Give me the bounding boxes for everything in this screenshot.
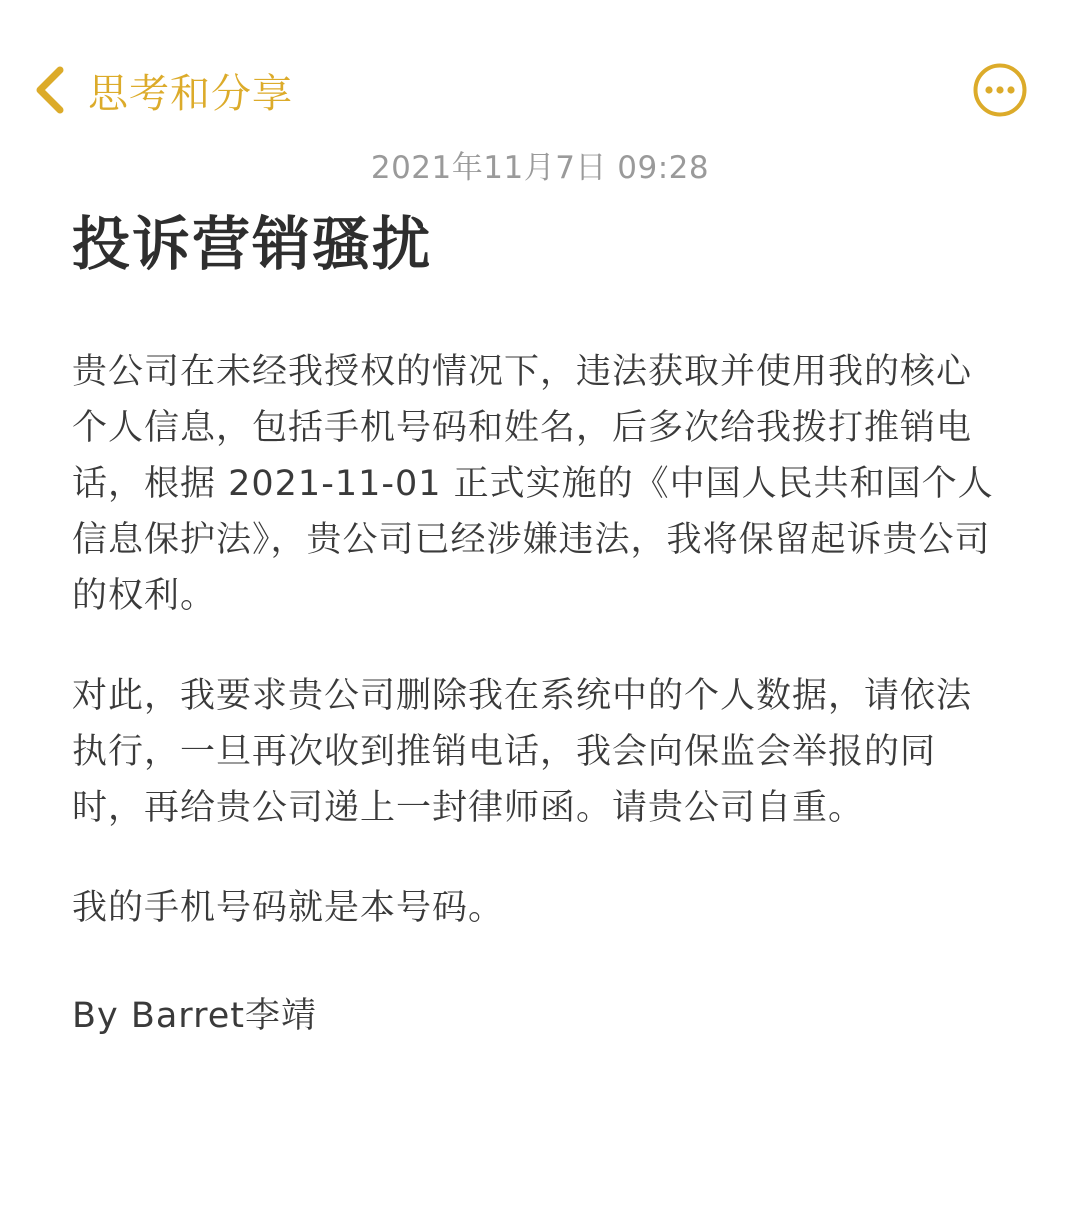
chevron-left-icon <box>30 62 74 118</box>
more-options-button[interactable] <box>972 62 1028 118</box>
note-title[interactable]: 投诉营销骚扰 <box>72 210 433 278</box>
back-button[interactable] <box>30 58 293 122</box>
navigation-bar <box>0 50 1080 130</box>
note-signature: By Barret李靖 <box>72 996 317 1036</box>
back-label: 思考和分享 <box>88 70 293 117</box>
note-timestamp: 2021年11月7日 09:28 <box>370 150 710 186</box>
note-paragraph: 贵公司在未经我授权的情况下，违法获取并使用我的核心个人信息，包括手机号码和姓名，后多次给我拨打推销电话，根据 2021-11-01 正式实施的《中国人民共和国个人信息保护法》，贵公司已经涉嫌违法，我将保留起诉贵公司的权利。 <box>72 352 994 616</box>
note-body[interactable] <box>72 344 1002 1044</box>
ellipsis-circle-icon <box>972 62 1028 118</box>
note-paragraph: 对此，我要求贵公司删除我在系统中的个人数据，请依法执行，一旦再次收到推销电话，我会向保监会举报的同时，再给贵公司递上一封律师函。请贵公司自重。 <box>72 676 973 828</box>
note-paragraph: 我的手机号码就是本号码。 <box>72 888 505 928</box>
